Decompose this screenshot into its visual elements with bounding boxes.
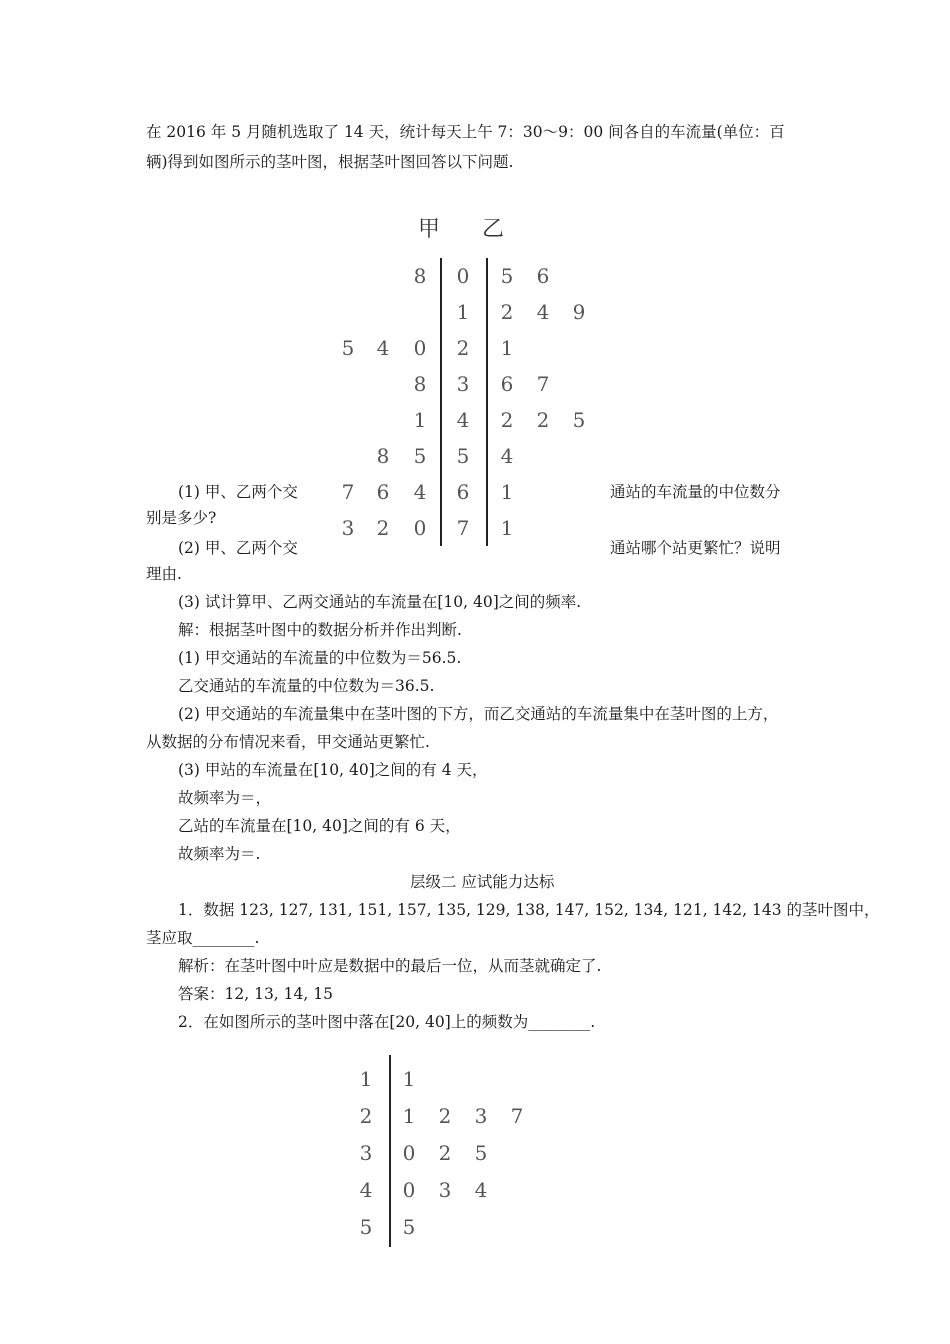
plot1-leaf-jia: 1 — [413, 408, 427, 432]
solution-answer-3c: 乙站的车流量在[10, 40]之间的有 6 天， — [178, 817, 461, 835]
plot2-stem: 3 — [359, 1141, 373, 1165]
plot1-stem: 3 — [456, 372, 470, 396]
plot1-stem: 5 — [456, 444, 470, 468]
plot1-leaf-yi: 5 — [572, 408, 586, 432]
plot1-header-yi: 乙 — [482, 217, 505, 242]
plot1-leaf-yi: 4 — [536, 300, 550, 324]
plot1-leaf-yi: 5 — [500, 264, 514, 288]
plot1-leaf-yi: 1 — [500, 480, 514, 504]
plot2-leaf: 3 — [438, 1178, 452, 1202]
plot1-stem: 0 — [456, 264, 470, 288]
plot1-leaf-jia: 0 — [413, 336, 427, 360]
plot2-leaf: 1 — [402, 1067, 416, 1091]
plot2-leaf: 1 — [402, 1104, 416, 1128]
plot1-leaf-jia: 3 — [341, 516, 355, 540]
intro-line-2: 辆)得到如图所示的茎叶图，根据茎叶图回答以下问题. — [146, 153, 514, 171]
plot1-divider-right — [486, 258, 488, 546]
plot2-leaf: 7 — [510, 1104, 524, 1128]
plot2-stem: 2 — [359, 1104, 373, 1128]
plot1-stem: 7 — [456, 516, 470, 540]
plot1-stem: 6 — [456, 480, 470, 504]
plot1-leaf-yi: 1 — [500, 336, 514, 360]
question-3: (3) 试计算甲、乙两交通站的车流量在[10, 40]之间的频率. — [178, 593, 582, 611]
question-2-part-b: 通站哪个站更繁忙？说明 — [610, 539, 781, 557]
solution-answer-2b: 从数据的分布情况来看，甲交通站更繁忙. — [146, 733, 430, 751]
plot1-leaf-yi: 1 — [500, 516, 514, 540]
plot2-leaf: 5 — [474, 1141, 488, 1165]
question-1-part-b: 通站的车流量的中位数分 — [610, 483, 781, 501]
plot1-header-jia: 甲 — [418, 217, 441, 242]
plot1-leaf-yi: 6 — [500, 372, 514, 396]
plot1-leaf-yi: 9 — [572, 300, 586, 324]
plot1-leaf-jia: 5 — [341, 336, 355, 360]
plot2-leaf: 0 — [402, 1141, 416, 1165]
plot1-divider-left — [440, 258, 442, 546]
plot1-leaf-jia: 2 — [376, 516, 390, 540]
plot2-leaf: 5 — [402, 1215, 416, 1239]
plot1-leaf-jia: 6 — [376, 480, 390, 504]
plot2-leaf: 4 — [474, 1178, 488, 1202]
problem-1-text: 1．数据 123, 127, 131, 151, 157, 135, 129, 138, 147, 152, 134, 121, 142, 143 的茎叶图中， — [178, 901, 880, 919]
solution-answer-1b: 乙交通站的车流量的中位数为＝36.5. — [178, 677, 435, 695]
plot1-leaf-jia: 7 — [341, 480, 355, 504]
question-2-part-a: (2) 甲、乙两个交 — [178, 539, 298, 557]
plot1-leaf-jia: 4 — [413, 480, 427, 504]
solution-intro: 解：根据茎叶图中的数据分析并作出判断. — [178, 621, 462, 639]
plot1-leaf-yi: 6 — [536, 264, 550, 288]
plot2-stem: 1 — [359, 1067, 373, 1091]
plot1-leaf-jia: 0 — [413, 516, 427, 540]
problem-2-text: 2．在如图所示的茎叶图中落在[20, 40]上的频数为________. — [178, 1013, 596, 1031]
problem-1-analysis: 解析：在茎叶图中叶应是数据中的最后一位，从而茎就确定了. — [178, 957, 602, 975]
problem-1-text-2: 茎应取________. — [146, 929, 260, 947]
plot2-leaf: 2 — [438, 1141, 452, 1165]
plot2-leaf: 3 — [474, 1104, 488, 1128]
solution-answer-1: (1) 甲交通站的车流量的中位数为＝56.5. — [178, 649, 462, 667]
question-2-part-c: 理由. — [146, 565, 182, 583]
plot1-stem: 2 — [456, 336, 470, 360]
plot1-leaf-yi: 2 — [500, 300, 514, 324]
solution-answer-3: (3) 甲站的车流量在[10, 40]之间的有 4 天， — [178, 761, 488, 779]
plot1-leaf-yi: 2 — [536, 408, 550, 432]
plot1-leaf-yi: 2 — [500, 408, 514, 432]
plot2-stem: 4 — [359, 1178, 373, 1202]
plot2-leaf: 2 — [438, 1104, 452, 1128]
plot1-leaf-jia: 8 — [413, 372, 427, 396]
plot1-leaf-jia: 8 — [413, 264, 427, 288]
plot1-leaf-yi: 7 — [536, 372, 550, 396]
plot2-stem: 5 — [359, 1215, 373, 1239]
plot2-leaf: 0 — [402, 1178, 416, 1202]
plot1-leaf-jia: 5 — [413, 444, 427, 468]
section-title: 层级二 应试能力达标 — [410, 873, 555, 891]
plot1-leaf-yi: 4 — [500, 444, 514, 468]
intro-line-1: 在 2016 年 5 月随机选取了 14 天，统计每天上午 7：30～9：00 间各自的车流量(单位：百 — [146, 123, 785, 141]
solution-answer-2: (2) 甲交通站的车流量集中在茎叶图的下方，而乙交通站的车流量集中在茎叶图的上方， — [178, 705, 779, 723]
question-1-part-c: 别是多少? — [146, 509, 217, 527]
plot1-stem: 4 — [456, 408, 470, 432]
plot1-leaf-jia: 8 — [376, 444, 390, 468]
problem-1-answer: 答案：12, 13, 14, 15 — [178, 985, 333, 1003]
plot1-stem: 1 — [456, 300, 470, 324]
solution-answer-3b: 故频率为＝， — [178, 789, 272, 807]
question-1-part-a: (1) 甲、乙两个交 — [178, 483, 298, 501]
plot2-divider — [389, 1055, 391, 1247]
solution-answer-3d: 故频率为＝. — [178, 845, 261, 863]
plot1-leaf-jia: 4 — [376, 336, 390, 360]
